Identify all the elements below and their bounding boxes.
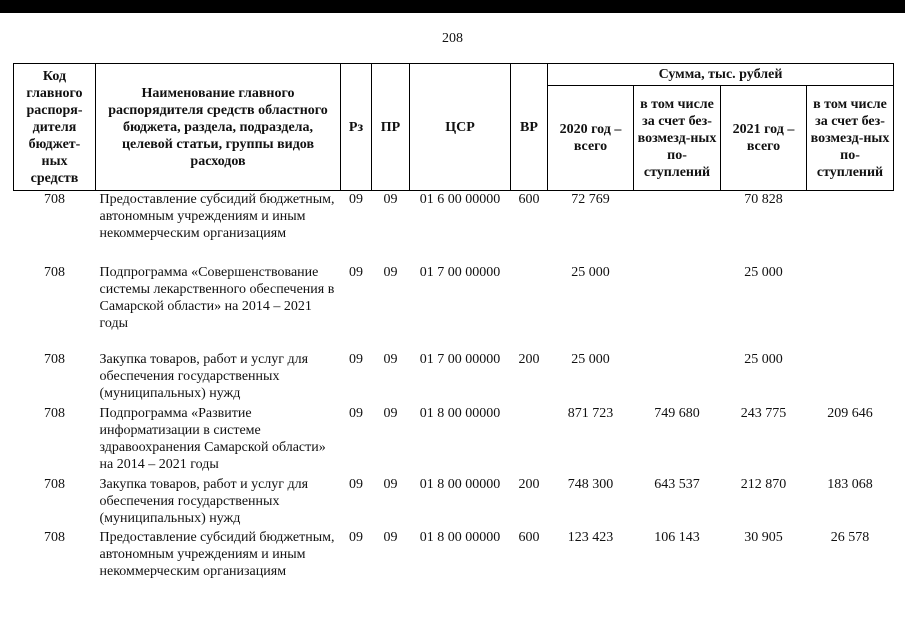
header-vr: ВР [511,64,548,191]
cell-2021-gratuitous [807,351,894,405]
cell-2021-gratuitous: 183 068 [827,476,873,492]
cell-2021-total: 25 000 [744,264,783,280]
table-row [14,476,894,529]
cell-name: Закупка товаров, работ и услуг для обеспечения государственных (муниципальных) нужд [99,476,309,526]
header-2020-total: 2020 год – всего [548,86,634,191]
cell-rz: 09 [349,529,363,545]
cell-2021-gratuitous [807,191,894,264]
cell-pr: 09 [383,351,398,367]
cell-2021-total: 25 000 [744,351,783,367]
cell-2021-total: 243 775 [740,405,787,421]
cell-vr: 200 [518,351,540,367]
table-row [14,529,894,601]
header-pr: ПР [372,64,410,191]
cell-2020-gratuitous [634,191,721,264]
cell-rz: 09 [349,405,363,421]
header-code: Код главного распоря-дителя бюджет-ных средств [14,64,96,191]
cell-code: 708 [44,264,65,280]
cell-2020-total: 123 423 [567,529,614,545]
cell-code: 708 [44,192,65,207]
cell-csr: 01 8 00 00000 [419,405,501,421]
cell-2021-gratuitous [807,264,894,351]
budget-table [13,63,894,601]
cell-2020-total: 871 723 [567,405,614,421]
cell-pr: 09 [383,192,398,207]
cell-2020-total: 748 300 [567,476,614,492]
header-sum: Сумма, тыс. рублей [548,64,894,86]
cell-csr: 01 8 00 00000 [419,476,501,492]
header-2021-total: 2021 год – всего [721,86,807,191]
cell-pr: 09 [383,529,398,545]
cell-csr: 01 7 00 00000 [419,264,501,280]
table-row [14,405,894,476]
cell-name: Закупка товаров, работ и услуг для обеспечения государственных (муниципальных) нужд [99,351,309,401]
header-rz: Рз [341,64,372,191]
cell-2020-total: 25 000 [571,264,610,280]
cell-rz: 09 [349,264,363,280]
header-name: Наименование главного распорядителя средств областного бюджета, раздела, подраздела, целевой статьи, группы видов расходов [96,64,341,191]
cell-2020-gratuitous: 106 143 [654,529,700,545]
cell-name: Подпрограмма «Развитие информатизации в системе здравоохранения Самарской области» на 2014 – 2021 годы [99,405,326,472]
cell-2020-total: 72 769 [571,192,610,207]
cell-2021-total: 212 870 [740,476,787,492]
cell-code: 708 [44,476,65,492]
cell-csr: 01 8 00 00000 [419,529,501,545]
budget-table-wrapper [13,63,894,601]
cell-pr: 09 [383,264,398,280]
cell-pr: 09 [383,476,398,492]
cell-2021-gratuitous: 26 578 [830,529,870,545]
cell-2020-total: 25 000 [571,351,610,367]
cell-code: 708 [44,405,65,421]
table-row [14,264,894,351]
cell-pr: 09 [383,405,398,421]
cell-csr: 01 6 00 00000 [419,192,501,207]
header-2021-gratuitous: в том числе за счет без-возмезд-ных по-ступлений [807,86,894,191]
header-csr: ЦСР [410,64,511,191]
table-row [14,351,894,405]
header-2020-gratuitous: в том числе за счет без-возмезд-ных по-ступлений [634,86,721,191]
cell-code: 708 [44,529,65,545]
cell-rz: 09 [349,192,363,207]
cell-rz: 09 [349,351,363,367]
cell-rz: 09 [349,476,363,492]
cell-vr: 200 [518,476,540,492]
cell-vr: 600 [518,529,540,545]
page-number: 208 [442,31,463,46]
cell-2020-gratuitous: 749 680 [654,405,700,421]
cell-vr: 600 [518,192,540,207]
cell-name: Предоставление субсидий бюджетным, автономным учреждениям и иным некоммерческим организациям [99,192,335,241]
cell-2020-gratuitous [634,264,721,351]
cell-2020-gratuitous [634,351,721,405]
cell-2021-total: 70 828 [744,192,783,207]
cell-2020-gratuitous: 643 537 [654,476,700,492]
cell-2021-gratuitous: 209 646 [827,405,873,421]
table-row [14,191,894,264]
cell-vr [511,405,548,476]
cell-name: Подпрограмма «Совершенствование системы лекарственного обеспечения в Самарской области» на 2014 – 2021 годы [99,264,335,331]
cell-name: Предоставление субсидий бюджетным, автономным учреждениям и иным некоммерческим организациям [99,529,335,579]
cell-vr [511,264,548,351]
cell-csr: 01 7 00 00000 [419,351,501,367]
cell-2021-total: 30 905 [744,529,783,545]
cell-code: 708 [44,351,65,367]
top-black-bar [0,0,905,13]
